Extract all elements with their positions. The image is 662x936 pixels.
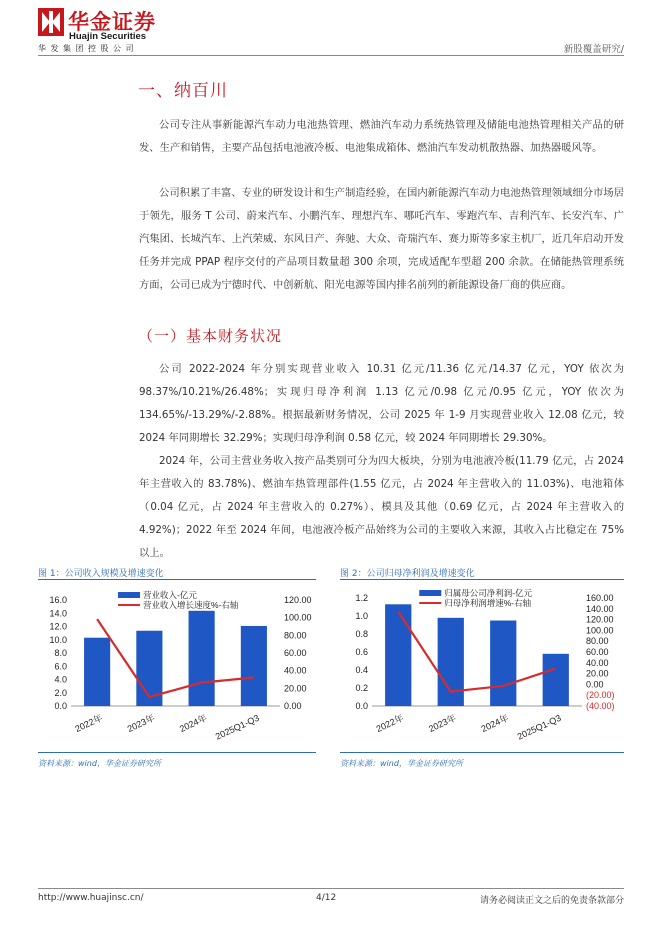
logo-chinese-name: 华金证券 (68, 10, 156, 34)
y-left-tick-label: 4.0 (54, 674, 67, 685)
y-left-tick-label: 0.0 (54, 701, 67, 711)
y-right-tick-label: 160.00 (586, 593, 614, 603)
y-right-tick-label: 60.00 (284, 648, 307, 658)
bar (84, 638, 110, 706)
y-right-tick-label: 120.00 (284, 595, 312, 605)
y-left-tick-label: 2.0 (54, 687, 67, 698)
y-right-tick-label: 80.00 (284, 630, 307, 641)
x-category-label: 2024年 (177, 712, 209, 735)
y-right-tick-label: 40.00 (284, 665, 307, 676)
y-right-tick-label: 60.00 (586, 647, 609, 657)
subsection-title: （一）基本财务状况 (138, 327, 283, 345)
y-right-tick-label: 0.00 (586, 679, 604, 690)
page-number: 4/12 (316, 893, 337, 903)
y-left-tick-label: 1.0 (355, 611, 368, 621)
y-left-tick-label: 16.0 (49, 595, 67, 605)
legend-bar-swatch (419, 590, 441, 596)
x-category-label: 2025Q1-Q3 (213, 712, 261, 742)
figure-1-title: 图 1：公司收入规模及增速变化 (38, 569, 164, 579)
bar (490, 621, 516, 707)
revenue-chart (38, 584, 318, 749)
legend-bar-label: 营业收入-亿元 (143, 590, 197, 600)
report-category: 新股覆盖研究/ (563, 44, 624, 55)
x-category-label: 2022年 (73, 712, 104, 735)
footer-divider (38, 888, 624, 889)
y-left-tick-label: 8.0 (54, 648, 67, 658)
y-right-tick-label: 20.00 (586, 668, 609, 679)
bar (438, 618, 464, 706)
y-left-tick-label: 0.4 (355, 665, 368, 675)
y-left-tick-label: 12.0 (49, 621, 67, 632)
legend-line-label: 营业收入增长速度%-右轴 (143, 600, 239, 610)
net-profit-chart (340, 584, 625, 749)
y-left-tick-label: 0.2 (355, 683, 368, 693)
header-divider (38, 55, 624, 56)
y-left-tick-label: 1.2 (355, 593, 368, 603)
legend-line-label: 归母净利润增速%-右轴 (444, 598, 532, 608)
x-category-label: 2022年 (374, 712, 406, 735)
y-right-tick-label: 120.00 (586, 614, 614, 625)
y-left-tick-label: 14.0 (49, 608, 67, 619)
x-category-label: 2023年 (427, 712, 458, 735)
y-right-tick-label: 100.00 (586, 625, 614, 636)
bar (241, 626, 267, 706)
y-right-tick-label: (40.00) (586, 701, 615, 711)
y-left-tick-label: 10.0 (49, 634, 67, 645)
y-right-tick-label: 0.00 (284, 701, 302, 711)
y-left-tick-label: 0.0 (355, 701, 368, 711)
y-left-tick-label: 6.0 (54, 661, 67, 672)
x-category-label: 2025Q1-Q3 (515, 712, 563, 742)
logo-english-name: Huajin Securities (69, 31, 147, 42)
legend-bar-label: 归属母公司净利润-亿元 (444, 588, 533, 598)
bar (189, 611, 215, 706)
logo-subtitle: 华发集团控股公司 (38, 44, 138, 53)
x-category-label: 2023年 (125, 712, 157, 735)
bar (543, 654, 569, 706)
y-right-tick-label: 100.00 (284, 612, 312, 623)
company-logo (38, 6, 173, 52)
subsection-paragraph-2: 2024 年，公司主营业务收入按产品类别可分为四大板块，分别为电池液冷板(11.79 亿元，占 2024 年主营收入的 83.78%)、燃油车热管理部件(1.55 亿元，占 2024 年主营收入的 11.03%)、电池箱体（0.04 亿元，占 2024 年主营收入的 0.27%）、模具及其他（0.69 亿元，占 2024 年主营收入的 4.92%)；2022 年至 2024 年间，电池液冷板产品始终为公司的主要收入来源，其收入占比稳定在 75%以上。 (139, 455, 624, 559)
section-paragraph-2: 公司积累了丰富、专业的研发设计和生产制造经验，在国内新能源汽车动力电池热管理领域细分市场居于领先，服务 T 公司、蔚来汽车、小鹏汽车、理想汽车、哪吒汽车、零跑汽车、吉利汽车、长安汽车、广汽集团、长城汽车、上汽荣威、东风日产、奔驰、大众、奇瑞汽车、赛力斯等多家主机厂，近几年启动开发任务并完成 PPAP 程序交付的产品项目数量超 300 余项，完成适配车型超 200 余款。在储能热管理系统方面，公司已成为宁德时代、中创新航、阳光电源等国内排名前列的新能源设备厂商的供应商。 (139, 187, 624, 291)
footer-url[interactable]: http://www.huajinsc.cn/ (38, 893, 144, 903)
growth-rate-line (398, 612, 556, 692)
bar (385, 604, 411, 706)
legend-bar-swatch (118, 592, 140, 598)
figure-2-bottom-rule (340, 752, 624, 753)
figure-2-top-rule (340, 579, 624, 580)
y-left-tick-label: 0.6 (355, 647, 368, 657)
y-right-tick-label: 40.00 (586, 657, 609, 668)
section-paragraph-1: 公司专注从事新能源汽车动力电池热管理、燃油汽车动力系统热管理及储能电池热管理相关产品的研发、生产和销售，主要产品包括电池液冷板、电池集成箱体、燃油汽车发动机散热器、加热器暖风等。 (139, 119, 624, 154)
figure-1-bottom-rule (38, 752, 316, 753)
y-right-tick-label: 140.00 (586, 603, 614, 614)
y-right-tick-label: 20.00 (284, 683, 307, 694)
figure-2-title: 图 2：公司归母净利润及增速变化 (340, 569, 475, 579)
subsection-paragraph-1: 公司 2022-2024 年分别实现营业收入 10.31 亿元/11.36 亿元/14.37 亿元，YOY 依次为98.37%/10.21%/26.48%；实现归母净利润 1.13 亿元/0.98 亿元/0.95 亿元，YOY 依次为134.65%/-13.29%/-2.88%。根据最新财务情况，公司 2025 年 1-9 月实现营业收入 12.08 亿元，较 2024 年同期增长 32.29%；实现归母净利润 0.58 亿元，较 2024 年同期增长 29.30%。 (139, 363, 624, 444)
section-title: 一、纳百川 (138, 81, 228, 101)
growth-rate-line (97, 619, 254, 697)
figure-1-source: 资料来源：wind，华金证券研究所 (38, 759, 161, 768)
figure-2-source: 资料来源：wind，华金证券研究所 (340, 759, 463, 768)
figure-1-top-rule (38, 579, 316, 580)
x-category-label: 2024年 (479, 712, 511, 735)
footer-disclaimer: 请务必阅读正文之后的免责条款部分 (479, 896, 624, 906)
y-right-tick-label: (20.00) (586, 690, 615, 701)
huajin-logo-icon (38, 8, 64, 36)
y-left-tick-label: 0.8 (355, 629, 368, 639)
y-right-tick-label: 80.00 (586, 636, 609, 647)
